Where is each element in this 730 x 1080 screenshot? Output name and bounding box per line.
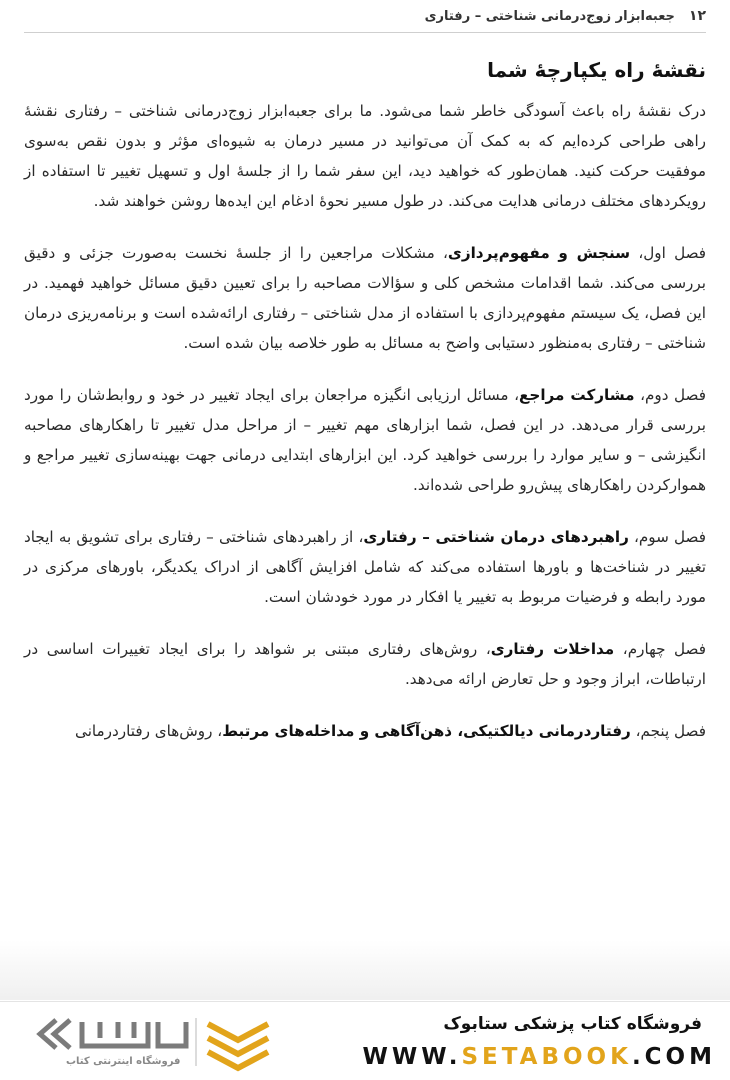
chapter-5-body: ، روش‌های رفتاردرمانی	[75, 722, 223, 740]
chapter-5-lead: فصل پنجم،	[630, 722, 706, 740]
shop-url-prefix: WWW.	[362, 1044, 462, 1070]
shop-banner	[0, 1001, 730, 1080]
intro-paragraph: درک نقشهٔ راه باعث آسودگی خاطر شما می‌شود. ما برای جعبه‌ابزار زوج‌درمانی شناختی – رفتاری نقشهٔ راهی طراحی کرده‌ایم که به کمک آن می‌توانید در مسیر درمان به شیوه‌ای مؤثر و بدون نقص به‌سوی موفقیت حرکت کنید. همان‌طور که خواهید دید، این سفر شما را از جلسهٔ اول و تسهیل تغییر تا استفاده از رویکردهای مختلف درمانی هدایت می‌کند. در طول مسیر نحوهٔ ادغام این ایده‌ها روشن خواهند شد.	[24, 102, 706, 210]
chapter-4-lead: فصل چهارم،	[614, 640, 706, 658]
chapter-1-title: سنجش و مفهوم‌پردازی	[447, 244, 631, 262]
chapter-2-lead: فصل دوم،	[634, 386, 706, 404]
shop-url-suffix: .COM	[631, 1044, 716, 1070]
chapter-2-paragraph	[24, 380, 706, 500]
chapter-4-body: ، روش‌های رفتاری مبتنی بر شواهد را برای ایجاد تغییرات اساسی در ارتباطات، ابراز وجود و حل تعارض ارائه می‌دهد.	[24, 640, 706, 688]
chapter-5-title: رفتاردرمانی دیالکتیکی، ذهن‌آگاهی و مداخله‌های مرتبط	[222, 722, 631, 740]
chapter-1-lead: فصل اول،	[630, 244, 707, 262]
chapter-3-lead: فصل سوم،	[628, 528, 706, 546]
chapter-3-body: ، از راهبردهای شناختی – رفتاری برای تشویق به ایجاد تغییر در شناخت‌ها و باورها استفاده می‌کند که شامل افزایش آگاهی از ادراک یکدیگر، باورهای مرکزی در مورد رابطه و فرضیات مربوط به تغییر یا افکار در مورد خودشان است.	[24, 528, 706, 606]
chapter-5-paragraph	[24, 716, 706, 746]
chapter-3-paragraph	[24, 522, 706, 612]
logo-tagline: فروشگاه اینترنتی کتاب	[66, 1056, 181, 1067]
section-title: نقشهٔ راه یکپارچهٔ شما	[487, 58, 706, 82]
chapter-4-paragraph	[24, 634, 706, 694]
shop-name: فروشگاه کتاب پزشکی ستابوک	[443, 1014, 702, 1034]
chapter-3-title: راهبردهای درمان شناختی – رفتاری	[363, 528, 629, 546]
running-header	[24, 0, 706, 33]
running-title: جعبه‌ابزار زوج‌درمانی شناختی – رفتاری	[424, 8, 675, 24]
shop-url[interactable]	[363, 1044, 717, 1070]
chapter-2-title: مشارکت مراجع	[519, 386, 635, 404]
chapter-1-body: ، مشکلات مراجعین را از جلسهٔ نخست به‌صورت جزئی و دقیق بررسی می‌کند. شما اقدامات مشخص کلی و سؤالات مصاحبه را برای تعیین دقیق مسائل خواهید فهمید. در این فصل، یک سیستم مفهوم‌پردازی با استفاده از مدل شناختی – رفتاری ارائه‌شده است و برنامه‌ریزی درمان شناختی – رفتاری به‌منظور دستیابی واضح به مسائل به طور خلاصه بیان شده است.	[24, 244, 706, 352]
chapter-1-paragraph	[24, 238, 706, 358]
page-content	[24, 52, 706, 768]
chapter-2-body: ، مسائل ارزیابی انگیزه مراجعان برای ایجاد تغییر در خود و روابط‌شان را مورد بررسی قرار می‌دهد. در این فصل، شما ابزارهای مهم تغییر – از مراحل مدل تغییر تا راهکارهای مصاحبه انگیزشی – و سایر موارد را بررسی خواهید کرد. این ابزارهای ابتدایی درمانی جهت بهینه‌سازی تغییر مراجع و هموارکردن راهکارهای پیش‌رو طراحی شده‌اند.	[24, 386, 706, 494]
chapter-4-title: مداخلات رفتاری	[490, 640, 615, 658]
bottom-fade	[0, 940, 730, 1000]
setabook-logo	[26, 1008, 286, 1074]
shop-url-accent: SETABOOK	[461, 1044, 632, 1070]
page-number: ۱۲	[688, 8, 706, 24]
